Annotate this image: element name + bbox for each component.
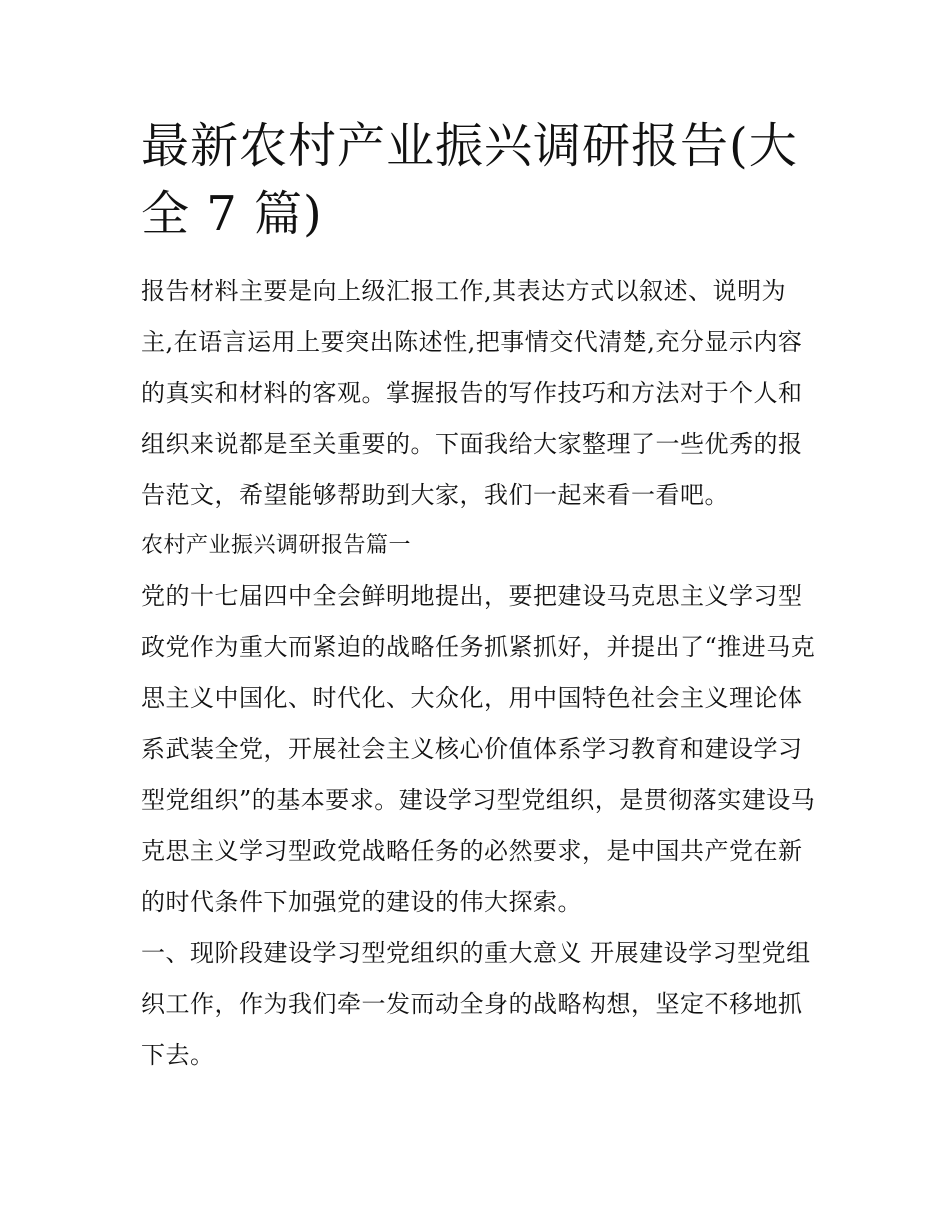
intro-paragraph: 报告材料主要是向上级汇报工作,其表达方式以叙述、说明为主,在语言运用上要突出陈述性,把事情交代清楚,充分显示内容的真实和材料的客观。掌握报告的写作技巧和方法对于个人和组织来说都是至关重要的。下面我给大家整理了一些优秀的报告范文，希望能够帮助到大家，我们一起来看一看吧。 <box>141 277 803 509</box>
subsection-paragraph: 一、现阶段建设学习型党组织的重大意义 开展建设学习型党组织工作，作为我们牵一发而动全身的战略构想，坚定不移地抓下去。 <box>141 939 811 1069</box>
body-paragraph: 党的十七届四中全会鲜明地提出，要把建设马克思主义学习型政党作为重大而紧迫的战略任务抓紧抓好，并提出了“推进马克思主义中国化、时代化、大众化，用中国特色社会主义理论体系武装全党，开展社会主义核心价值体系学习教育和建设学习型党组织”的基本要求。建设学习型党组织，是贯彻落实建设马克思主义学习型政党战略任务的必然要求，是中国共产党在新的时代条件下加强党的建设的伟大探索。 <box>141 582 816 916</box>
document-title: 最新农村产业振兴调研报告(大全 7 篇) <box>141 118 798 242</box>
document-content <box>141 112 817 1081</box>
section-heading: 农村产业振兴调研报告篇一 <box>141 533 412 558</box>
